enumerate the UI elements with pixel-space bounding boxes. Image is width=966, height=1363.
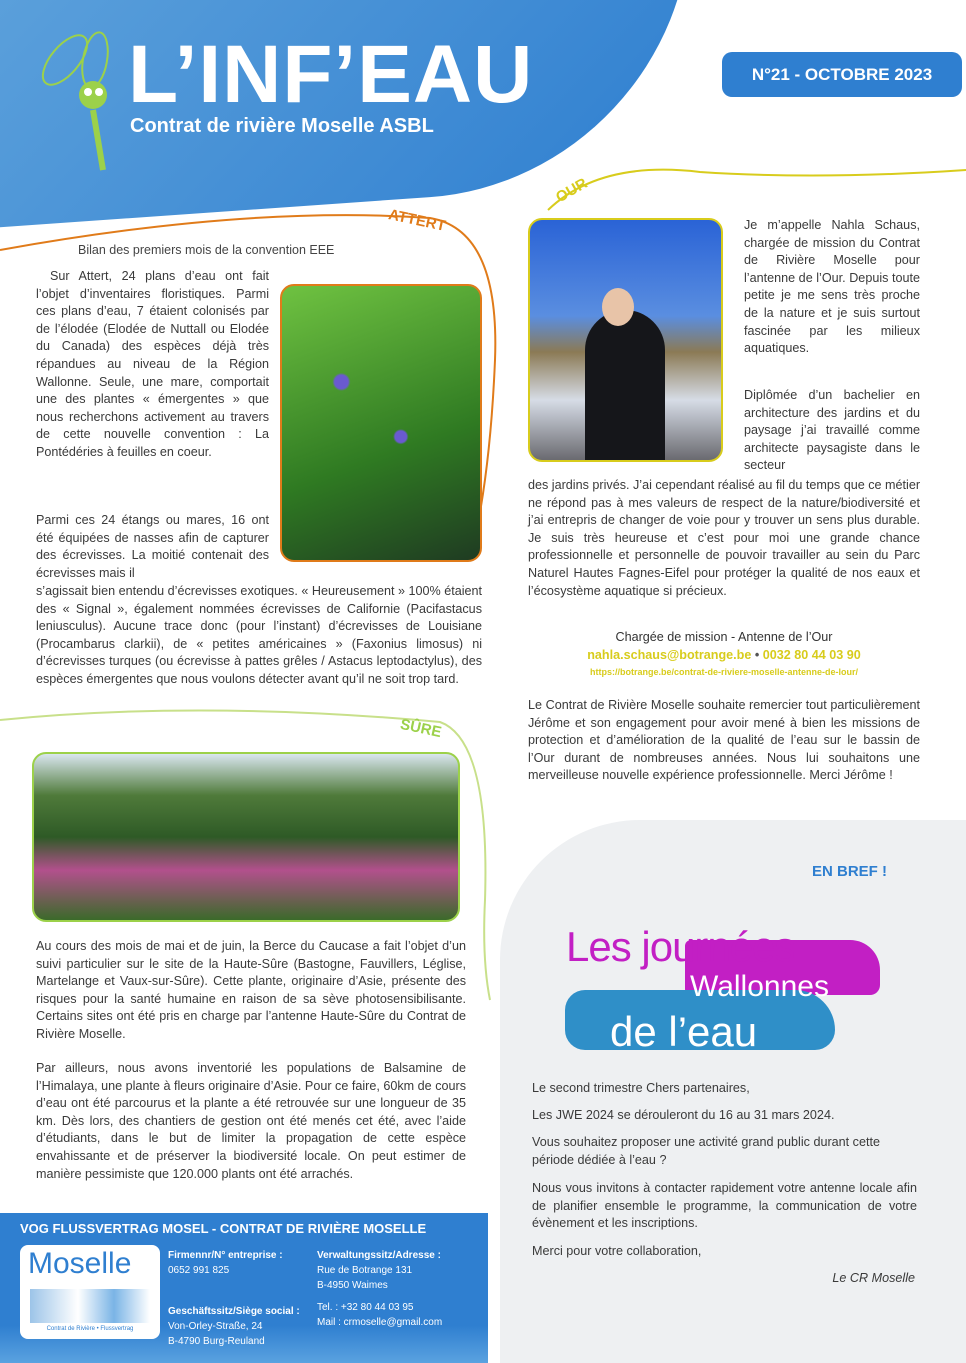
our-email-link[interactable]: nahla.schaus@botrange.be	[587, 648, 752, 662]
attert-paragraph-2b: s’agissait bien entendu d’écrevisses exotiques. « Heureusement » 100% étaient des « Signal », également nommées écrevisses de Californie (Pacifastacus leniusculus). Aucune trace donc (pour l’instant) d’écrevisses de Louisiane (Procambarus clarkii), de « petites américaines » (Faxonius limosus) ni d’écrevisses turques (ou écrevisse à pattes grêles / Astacus leptodactylus), des espèces émergentes que nous voulons détecter avant qu’il ne soit trop tard.	[36, 584, 482, 686]
footer-email[interactable]: Mail : crmoselle@gmail.com	[317, 1317, 443, 1328]
section-tag-attert: ATTERT	[386, 206, 448, 235]
newsletter-title: L’INF’EAU	[128, 29, 534, 120]
bref-p4: Nous vous invitons à contacter rapidement votre antenne locale afin de planifier ensemble le programme, la communication de votre évènement et les inscriptions.	[532, 1181, 917, 1231]
section-tag-our: OUR	[552, 174, 591, 207]
firm-label: Firmennr/N° entreprise :	[168, 1250, 283, 1261]
bref-p1: Le second trimestre Chers partenaires,	[532, 1081, 750, 1095]
journees-wallonnes-logo	[560, 915, 890, 1065]
moselle-logo	[20, 1245, 160, 1339]
address-line-2: B-4950 Waimes	[317, 1280, 388, 1291]
issue-badge: N°21 - OCTOBRE 2023	[722, 52, 962, 97]
logo-line-1: Les journées	[566, 923, 795, 970]
our-role: Chargée de mission - Antenne de l’Our	[615, 630, 833, 644]
sure-paragraph-1: Au cours des mois de mai et de juin, la Berce du Caucase a fait l’objet d’un suivi particulier sur le site de la Haute-Sûre (Bastogne, Fauvillers, Léglise, Martelange et Vaux-sur-Sûre). Cette plante, originaire d’Asie, présente des risques pour la santé humaine en raison de sa sève photosensibilisante. Certains sites ont été pris en charge par l’antenne Haute-Sûre du Contrat de Rivière Moselle.	[36, 939, 466, 1041]
address-line-1: Rue de Botrange 131	[317, 1265, 413, 1276]
nahla-schaus-photo	[528, 218, 723, 462]
seat-label: Geschäftssitz/Siège social :	[168, 1306, 300, 1317]
attert-paragraph-1: Sur Attert, 24 plans d’eau ont fait l’objet d’inventaires floristiques. Parmi ces plans d’eau, 7 étaient colonisés par de l’élodée (Elodée de Nuttall ou Elodée du Canada) des espèces déjà très répandues au niveau de la Région Wallonne. Seule, une mare, comportait une des plantes « émergentes » que nous recherchons activement au travers de cette nouvelle convention : La Pontédéries à feuilles en coeur.	[36, 269, 269, 459]
logo-line-3: de l’eau	[610, 1008, 758, 1055]
separator: •	[754, 648, 760, 662]
bref-p5: Merci pour votre collaboration,	[532, 1244, 702, 1258]
balsamine-volunteers-photo	[32, 752, 460, 922]
sure-paragraph-2: Par ailleurs, nous avons inventorié les populations de Balsamine de l’Himalaya, une plante à fleurs originaire d’Asie. Pour ce faire, 60km de cours d’eau ont été parcourus et la plante a été retrouvée sur une longueur de 35 km. Dès lors, des chantiers de gestion ont été menés cet été, avec l’aide d’étudiants, dans le but de limiter la propagation de cette espèce envahissante et de préserver la biodiversité locale. On peut estimer de manière pessimiste que 120.000 plants ont été arrachés.	[36, 1061, 466, 1181]
logo-line-2: Wallonnes	[690, 970, 829, 1003]
address-label: Verwaltungssitz/Adresse :	[317, 1250, 441, 1261]
our-paragraph-2a: Diplômée d’un bachelier en architecture des jardins et du paysage j’ai travaillé comme architecte paysagiste dans le secteur	[744, 388, 920, 473]
section-tag-sure: SÛRE	[398, 715, 443, 742]
attert-heading: Bilan des premiers mois de la convention EEE	[78, 243, 335, 257]
moselle-logo-text: Moselle	[28, 1247, 132, 1280]
bref-p2: Les JWE 2024 se dérouleront du 16 au 31 mars 2024.	[532, 1108, 835, 1122]
seat-line-2: B-4790 Burg-Reuland	[168, 1336, 265, 1347]
newsletter-subtitle: Contrat de rivière Moselle ASBL	[130, 115, 434, 137]
our-paragraph-1: Je m’appelle Nahla Schaus, chargée de mission du Contrat de Rivière Moselle pour l’antenne de l’Our. Depuis toute petite je me sens très proche de la nature et je suis surtout fascinée par les milieux aquatiques.	[744, 218, 920, 356]
our-paragraph-2b: des jardins privés. J’ai cependant réalisé au fil du temps que ce métier ne répond pas à mes valeurs de respect de la nature/biodiversité et j’ai entrepris de changer de voie pour y trouver un sens plus durable. Je suis très heureuse et c’est pour moi une grande chance professionnelle et personnelle de pouvoir travailler au sein du Parc Naturel Hautes Fagnes-Eifel pour protéger la qualité de nos eaux et l’écosystème aquatique si précieux.	[528, 478, 921, 598]
footer-heading: VOG FLUSSVERTRAG MOSEL - CONTRAT DE RIVIÈRE MOSELLE	[20, 1221, 427, 1236]
bref-p3: Vous souhaitez proposer une activité grand public durant cette période dédiée à l’eau ?	[532, 1135, 880, 1167]
our-url-link[interactable]: https://botrange.be/contrat-de-riviere-moselle-antenne-de-lour/	[589, 667, 859, 677]
moselle-logo-caption: Contrat de Rivière • Flussvertrag	[46, 1326, 134, 1332]
seat-line-1: Von-Orley-Straße, 24	[168, 1321, 263, 1332]
our-thanks: Le Contrat de Rivière Moselle souhaite remercier tout particulièrement Jérôme et son engagement pour avoir mené à bien les missions de protection et d’amélioration de la qualité de l’eau sur le bassin de l’Our durant de nombreuses années. Nous lui souhaitons une merveilleuse nouvelle expérience professionnelle. Merci Jérôme !	[528, 698, 920, 783]
firm-number: 0652 991 825	[168, 1265, 230, 1276]
bref-signature: Le CR Moselle	[832, 1271, 915, 1285]
en-bref-heading: EN BREF !	[812, 863, 887, 880]
footer	[0, 1213, 488, 1363]
our-phone: 0032 80 44 03 90	[762, 648, 861, 662]
footer-phone: Tel. : +32 80 44 03 95	[317, 1302, 414, 1313]
attert-paragraph-2a: Parmi ces 24 étangs ou mares, 16 ont été équipées de nasses afin de capturer des écrevisses. La moitié contenait des écrevisses mais il	[36, 513, 269, 580]
pontederia-photo	[280, 284, 482, 562]
